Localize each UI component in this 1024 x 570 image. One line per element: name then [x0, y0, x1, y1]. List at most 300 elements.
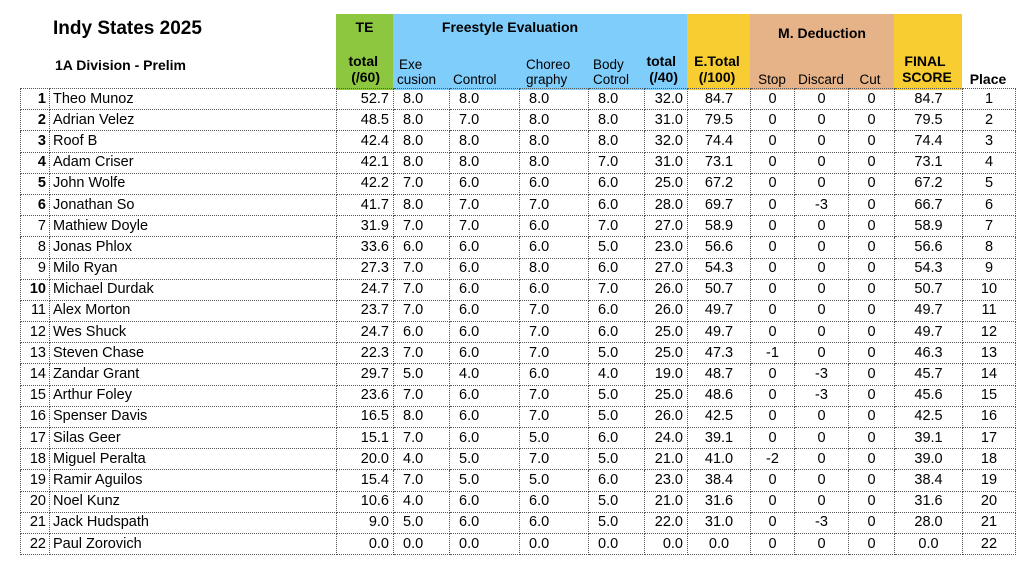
- rank-cell: 8: [21, 237, 50, 258]
- body-control-cell: 7.0: [589, 279, 645, 300]
- choreography-cell: 8.0: [520, 258, 589, 279]
- etotal-cell: 38.4: [688, 470, 751, 491]
- control-cell: 7.0: [450, 216, 520, 237]
- body-control-cell: 5.0: [589, 449, 645, 470]
- page-title: Indy States 2025: [53, 18, 202, 39]
- discard-cell: 0: [795, 300, 849, 321]
- body-control-cell: 8.0: [589, 131, 645, 152]
- freestyle-total-cell: 0.0: [645, 533, 688, 554]
- place-cell: 14: [963, 364, 1016, 385]
- rank-cell: 1: [21, 89, 50, 110]
- freestyle-total-cell: 26.0: [645, 279, 688, 300]
- cut-cell: 0: [849, 512, 895, 533]
- etotal-cell: 48.6: [688, 385, 751, 406]
- stop-cell: -2: [751, 449, 795, 470]
- choreography-cell: 8.0: [520, 131, 589, 152]
- etotal-cell: 54.3: [688, 258, 751, 279]
- name-cell: Silas Geer: [50, 428, 337, 449]
- cut-cell: 0: [849, 279, 895, 300]
- final-score-cell: 56.6: [895, 237, 963, 258]
- name-cell: Roof B: [50, 131, 337, 152]
- body-control-cell: 8.0: [589, 89, 645, 110]
- execution-cell: 8.0: [394, 110, 450, 131]
- te-total-cell: 20.0: [337, 449, 394, 470]
- final-score-cell: 45.6: [895, 385, 963, 406]
- body-control-cell: 5.0: [589, 385, 645, 406]
- stop-cell: 0: [751, 428, 795, 449]
- place-cell: 2: [963, 110, 1016, 131]
- body-control-cell: 7.0: [589, 216, 645, 237]
- deduction-group-label: M. Deduction: [778, 25, 866, 41]
- body-control-cell: 4.0: [589, 364, 645, 385]
- discard-cell: 0: [795, 322, 849, 343]
- execution-cell: 7.0: [394, 470, 450, 491]
- discard-cell: 0: [795, 110, 849, 131]
- discard-label: Discard: [798, 72, 844, 87]
- body-control-cell: 5.0: [589, 343, 645, 364]
- name-cell: Miguel Peralta: [50, 449, 337, 470]
- control-cell: 4.0: [450, 364, 520, 385]
- fs-total-label-line1: total: [646, 53, 676, 69]
- etotal-cell: 50.7: [688, 279, 751, 300]
- control-cell: 6.0: [450, 428, 520, 449]
- control-cell: 6.0: [450, 300, 520, 321]
- place-cell: 12: [963, 322, 1016, 343]
- division-subtitle: 1A Division - Prelim: [55, 57, 186, 73]
- place-cell: 11: [963, 300, 1016, 321]
- name-cell: Michael Durdak: [50, 279, 337, 300]
- rank-cell: 22: [21, 533, 50, 554]
- etotal-cell: 31.0: [688, 512, 751, 533]
- control-label: Control: [453, 72, 497, 87]
- final-label-line2: SCORE: [902, 69, 952, 85]
- stop-cell: 0: [751, 258, 795, 279]
- freestyle-total-cell: 21.0: [645, 449, 688, 470]
- body-label-line2: Cotrol: [593, 72, 630, 87]
- stop-cell: 0: [751, 279, 795, 300]
- table-row: [21, 343, 1016, 364]
- final-score-cell: 45.7: [895, 364, 963, 385]
- stop-cell: 0: [751, 364, 795, 385]
- place-cell: 21: [963, 512, 1016, 533]
- table-row: [21, 173, 1016, 194]
- body-control-cell: 6.0: [589, 428, 645, 449]
- discard-cell: 0: [795, 89, 849, 110]
- control-cell: 8.0: [450, 131, 520, 152]
- freestyle-total-cell: 31.0: [645, 110, 688, 131]
- freestyle-total-cell: 19.0: [645, 364, 688, 385]
- control-cell: 0.0: [450, 533, 520, 554]
- body-control-cell: 6.0: [589, 322, 645, 343]
- etotal-cell: 48.7: [688, 364, 751, 385]
- execution-cell: 5.0: [394, 364, 450, 385]
- choreography-cell: 6.0: [520, 237, 589, 258]
- choreography-cell: 8.0: [520, 110, 589, 131]
- execution-cell: 8.0: [394, 89, 450, 110]
- execution-cell: 7.0: [394, 173, 450, 194]
- freestyle-total-cell: 23.0: [645, 470, 688, 491]
- place-cell: 15: [963, 385, 1016, 406]
- execution-cell: 7.0: [394, 428, 450, 449]
- place-cell: 22: [963, 533, 1016, 554]
- te-total-cell: 48.5: [337, 110, 394, 131]
- place-cell: 20: [963, 491, 1016, 512]
- body-control-cell: 6.0: [589, 173, 645, 194]
- control-cell: 6.0: [450, 491, 520, 512]
- stop-cell: 0: [751, 237, 795, 258]
- discard-cell: -3: [795, 194, 849, 215]
- choreography-cell: 7.0: [520, 194, 589, 215]
- discard-cell: 0: [795, 428, 849, 449]
- execution-cell: 7.0: [394, 258, 450, 279]
- table-row: [21, 279, 1016, 300]
- cut-cell: 0: [849, 89, 895, 110]
- discard-cell: 0: [795, 216, 849, 237]
- table-row: [21, 131, 1016, 152]
- table-row: [21, 385, 1016, 406]
- stop-cell: 0: [751, 300, 795, 321]
- table-row: [21, 364, 1016, 385]
- table-row: [21, 491, 1016, 512]
- choreography-cell: 6.0: [520, 173, 589, 194]
- choreography-cell: 5.0: [520, 428, 589, 449]
- place-cell: 16: [963, 406, 1016, 427]
- table-row: [21, 533, 1016, 554]
- freestyle-total-cell: 23.0: [645, 237, 688, 258]
- rank-cell: 7: [21, 216, 50, 237]
- final-score-cell: 58.9: [895, 216, 963, 237]
- stop-cell: -1: [751, 343, 795, 364]
- discard-cell: 0: [795, 343, 849, 364]
- final-score-cell: 46.3: [895, 343, 963, 364]
- body-control-cell: 6.0: [589, 194, 645, 215]
- cut-cell: 0: [849, 364, 895, 385]
- body-control-cell: 5.0: [589, 491, 645, 512]
- cut-cell: 0: [849, 343, 895, 364]
- final-score-cell: 31.6: [895, 491, 963, 512]
- stop-cell: 0: [751, 152, 795, 173]
- freestyle-total-cell: 26.0: [645, 300, 688, 321]
- table-row: [21, 406, 1016, 427]
- final-score-cell: 0.0: [895, 533, 963, 554]
- discard-cell: 0: [795, 279, 849, 300]
- freestyle-total-cell: 32.0: [645, 89, 688, 110]
- cut-cell: 0: [849, 131, 895, 152]
- stop-cell: 0: [751, 491, 795, 512]
- choreography-cell: 7.0: [520, 300, 589, 321]
- cut-cell: 0: [849, 533, 895, 554]
- place-cell: 7: [963, 216, 1016, 237]
- discard-cell: 0: [795, 237, 849, 258]
- execution-cell: 4.0: [394, 491, 450, 512]
- choreography-cell: 0.0: [520, 533, 589, 554]
- final-score-cell: 54.3: [895, 258, 963, 279]
- freestyle-total-cell: 27.0: [645, 216, 688, 237]
- body-control-cell: 5.0: [589, 512, 645, 533]
- name-cell: Mathiew Doyle: [50, 216, 337, 237]
- final-score-cell: 28.0: [895, 512, 963, 533]
- body-control-cell: 5.0: [589, 406, 645, 427]
- control-cell: 6.0: [450, 279, 520, 300]
- cut-label: Cut: [859, 72, 881, 87]
- execution-cell: 7.0: [394, 216, 450, 237]
- control-cell: 8.0: [450, 89, 520, 110]
- table-row: [21, 194, 1016, 215]
- final-score-cell: 38.4: [895, 470, 963, 491]
- rank-cell: 16: [21, 406, 50, 427]
- etotal-cell: 0.0: [688, 533, 751, 554]
- place-cell: 3: [963, 131, 1016, 152]
- cut-cell: 0: [849, 491, 895, 512]
- body-control-cell: 6.0: [589, 470, 645, 491]
- te-total-cell: 42.4: [337, 131, 394, 152]
- te-group-label: TE: [355, 19, 374, 35]
- execution-cell: 6.0: [394, 237, 450, 258]
- te-total-cell: 33.6: [337, 237, 394, 258]
- body-label-line1: Body: [593, 57, 624, 72]
- discard-cell: -3: [795, 385, 849, 406]
- etotal-cell: 42.5: [688, 406, 751, 427]
- control-cell: 6.0: [450, 258, 520, 279]
- body-control-cell: 6.0: [589, 300, 645, 321]
- choreo-label-line1: Choreo: [526, 57, 571, 72]
- freestyle-total-cell: 21.0: [645, 491, 688, 512]
- cut-cell: 0: [849, 428, 895, 449]
- place-cell: 18: [963, 449, 1016, 470]
- freestyle-total-cell: 25.0: [645, 385, 688, 406]
- rank-cell: 2: [21, 110, 50, 131]
- rank-cell: 19: [21, 470, 50, 491]
- final-score-cell: 49.7: [895, 300, 963, 321]
- cut-cell: 0: [849, 449, 895, 470]
- execution-cell: 7.0: [394, 343, 450, 364]
- control-cell: 5.0: [450, 449, 520, 470]
- body-control-cell: 0.0: [589, 533, 645, 554]
- choreography-cell: 8.0: [520, 152, 589, 173]
- body-control-cell: 7.0: [589, 152, 645, 173]
- choreography-cell: 7.0: [520, 385, 589, 406]
- choreography-cell: 6.0: [520, 512, 589, 533]
- control-cell: 6.0: [450, 237, 520, 258]
- name-cell: Jonathan So: [50, 194, 337, 215]
- choreography-cell: 6.0: [520, 364, 589, 385]
- name-cell: Noel Kunz: [50, 491, 337, 512]
- execution-cell: 0.0: [394, 533, 450, 554]
- table-row: [21, 470, 1016, 491]
- place-label: Place: [969, 71, 1007, 87]
- discard-cell: 0: [795, 406, 849, 427]
- fs-total-label-line2: (/40): [649, 69, 678, 85]
- discard-cell: 0: [795, 152, 849, 173]
- etotal-cell: 49.7: [688, 300, 751, 321]
- te-total-cell: 23.7: [337, 300, 394, 321]
- etotal-cell: 41.0: [688, 449, 751, 470]
- name-cell: Zandar Grant: [50, 364, 337, 385]
- choreography-cell: 6.0: [520, 279, 589, 300]
- name-cell: Jonas Phlox: [50, 237, 337, 258]
- exe-label-line2: cusion: [397, 72, 437, 87]
- freestyle-total-cell: 28.0: [645, 194, 688, 215]
- stop-cell: 0: [751, 131, 795, 152]
- choreography-cell: 5.0: [520, 470, 589, 491]
- choreography-cell: 7.0: [520, 322, 589, 343]
- table-row: [21, 258, 1016, 279]
- te-total-cell: 52.7: [337, 89, 394, 110]
- rank-cell: 3: [21, 131, 50, 152]
- freestyle-total-cell: 22.0: [645, 512, 688, 533]
- stop-cell: 0: [751, 406, 795, 427]
- final-score-cell: 74.4: [895, 131, 963, 152]
- name-cell: Milo Ryan: [50, 258, 337, 279]
- discard-cell: 0: [795, 173, 849, 194]
- execution-cell: 7.0: [394, 385, 450, 406]
- cut-cell: 0: [849, 322, 895, 343]
- te-total-cell: 24.7: [337, 279, 394, 300]
- execution-cell: 7.0: [394, 279, 450, 300]
- choreography-cell: 6.0: [520, 216, 589, 237]
- execution-cell: 8.0: [394, 406, 450, 427]
- control-cell: 8.0: [450, 152, 520, 173]
- rank-cell: 4: [21, 152, 50, 173]
- etotal-cell: 31.6: [688, 491, 751, 512]
- execution-cell: 8.0: [394, 131, 450, 152]
- table-row: [21, 428, 1016, 449]
- stop-cell: 0: [751, 173, 795, 194]
- te-total-cell: 41.7: [337, 194, 394, 215]
- rank-cell: 11: [21, 300, 50, 321]
- etotal-cell: 56.6: [688, 237, 751, 258]
- name-cell: Steven Chase: [50, 343, 337, 364]
- cut-cell: 0: [849, 258, 895, 279]
- freestyle-total-cell: 31.0: [645, 152, 688, 173]
- control-cell: 6.0: [450, 406, 520, 427]
- stop-label: Stop: [758, 72, 786, 87]
- rank-cell: 13: [21, 343, 50, 364]
- cut-cell: 0: [849, 237, 895, 258]
- stop-cell: 0: [751, 89, 795, 110]
- etotal-cell: 67.2: [688, 173, 751, 194]
- etotal-cell: 69.7: [688, 194, 751, 215]
- cut-cell: 0: [849, 300, 895, 321]
- name-cell: Ramir Aguilos: [50, 470, 337, 491]
- freestyle-total-cell: 25.0: [645, 343, 688, 364]
- cut-cell: 0: [849, 110, 895, 131]
- te-total-label-line2: (/60): [351, 69, 380, 85]
- name-cell: Jack Hudspath: [50, 512, 337, 533]
- discard-cell: 0: [795, 258, 849, 279]
- control-cell: 7.0: [450, 110, 520, 131]
- place-cell: 6: [963, 194, 1016, 215]
- exe-label-line1: Exe: [399, 57, 423, 72]
- discard-cell: 0: [795, 449, 849, 470]
- cut-cell: 0: [849, 470, 895, 491]
- rank-cell: 18: [21, 449, 50, 470]
- final-score-cell: 84.7: [895, 89, 963, 110]
- place-cell: 4: [963, 152, 1016, 173]
- body-control-cell: 5.0: [589, 237, 645, 258]
- te-total-cell: 0.0: [337, 533, 394, 554]
- name-cell: Alex Morton: [50, 300, 337, 321]
- cut-cell: 0: [849, 385, 895, 406]
- final-score-cell: 50.7: [895, 279, 963, 300]
- rank-cell: 10: [21, 279, 50, 300]
- freestyle-total-cell: 25.0: [645, 173, 688, 194]
- te-total-cell: 10.6: [337, 491, 394, 512]
- final-score-cell: 67.2: [895, 173, 963, 194]
- etotal-label-line2: (/100): [698, 69, 736, 85]
- stop-cell: 0: [751, 385, 795, 406]
- place-cell: 17: [963, 428, 1016, 449]
- cut-cell: 0: [849, 216, 895, 237]
- rank-cell: 5: [21, 173, 50, 194]
- place-cell: 10: [963, 279, 1016, 300]
- freestyle-total-cell: 24.0: [645, 428, 688, 449]
- te-total-cell: 23.6: [337, 385, 394, 406]
- place-cell: 5: [963, 173, 1016, 194]
- place-cell: 1: [963, 89, 1016, 110]
- te-total-cell: 15.1: [337, 428, 394, 449]
- etotal-cell: 73.1: [688, 152, 751, 173]
- etotal-cell: 47.3: [688, 343, 751, 364]
- rank-cell: 15: [21, 385, 50, 406]
- control-cell: 6.0: [450, 173, 520, 194]
- rank-cell: 17: [21, 428, 50, 449]
- control-cell: 6.0: [450, 385, 520, 406]
- choreography-cell: 6.0: [520, 491, 589, 512]
- stop-cell: 0: [751, 110, 795, 131]
- table-row: [21, 300, 1016, 321]
- body-control-cell: 8.0: [589, 110, 645, 131]
- rank-cell: 20: [21, 491, 50, 512]
- etotal-cell: 79.5: [688, 110, 751, 131]
- discard-cell: 0: [795, 470, 849, 491]
- final-score-cell: 39.0: [895, 449, 963, 470]
- etotal-cell: 74.4: [688, 131, 751, 152]
- final-score-cell: 73.1: [895, 152, 963, 173]
- te-total-cell: 42.1: [337, 152, 394, 173]
- discard-cell: 0: [795, 131, 849, 152]
- discard-cell: -3: [795, 512, 849, 533]
- table-row: [21, 216, 1016, 237]
- body-control-cell: 6.0: [589, 258, 645, 279]
- te-total-cell: 16.5: [337, 406, 394, 427]
- rank-cell: 21: [21, 512, 50, 533]
- choreography-cell: 8.0: [520, 89, 589, 110]
- rank-cell: 9: [21, 258, 50, 279]
- final-score-cell: 66.7: [895, 194, 963, 215]
- stop-cell: 0: [751, 512, 795, 533]
- place-cell: 19: [963, 470, 1016, 491]
- final-label-line1: FINAL: [904, 53, 946, 69]
- etotal-label-line1: E.Total: [694, 53, 740, 69]
- table-row: [21, 110, 1016, 131]
- final-score-cell: 79.5: [895, 110, 963, 131]
- name-cell: John Wolfe: [50, 173, 337, 194]
- table-row: [21, 152, 1016, 173]
- control-cell: 6.0: [450, 512, 520, 533]
- final-score-cell: 49.7: [895, 322, 963, 343]
- name-cell: Wes Shuck: [50, 322, 337, 343]
- place-cell: 8: [963, 237, 1016, 258]
- place-cell: 9: [963, 258, 1016, 279]
- stop-cell: 0: [751, 533, 795, 554]
- te-total-cell: 42.2: [337, 173, 394, 194]
- table-row: [21, 512, 1016, 533]
- freestyle-total-cell: 26.0: [645, 406, 688, 427]
- name-cell: Spenser Davis: [50, 406, 337, 427]
- stop-cell: 0: [751, 194, 795, 215]
- execution-cell: 8.0: [394, 152, 450, 173]
